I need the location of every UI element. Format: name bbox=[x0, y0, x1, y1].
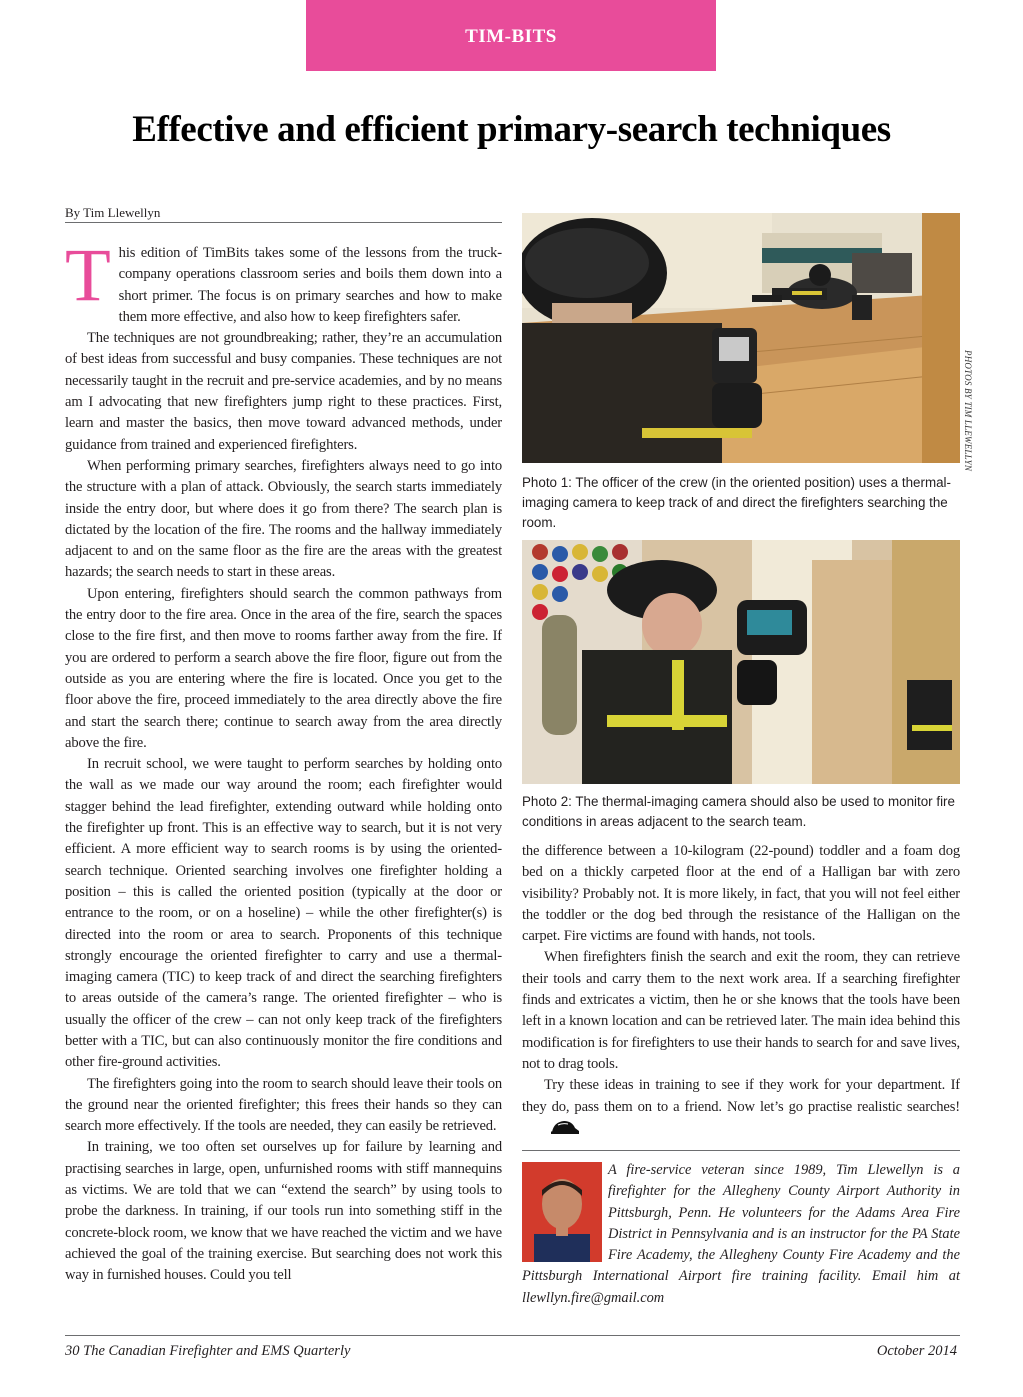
photo-2-caption: Photo 2: The thermal-imaging camera should also be used to monitor fire conditions in areas adjacent to the search team. bbox=[522, 794, 955, 829]
article-headline: Effective and efficient primary-search techniques bbox=[132, 109, 891, 150]
paragraph: Try these ideas in training to see if they work for your department. If they do, pass them on to a friend. Now let’s go practise realistic searches! bbox=[522, 1075, 960, 1141]
paragraph: When firefighters finish the search and exit the room, they can retrieve their tools and carry them to the next work area. If a searching firefighter finds and extricates a victim, then he or she knows that the tools have been left in a known location and can be retrieved later. The main idea behind this modification is for firefighters to use their hands to search for and save lives, not to drag tools. bbox=[522, 949, 960, 1072]
paragraph: The techniques are not groundbreaking; rather, they’re an accumulation of best ideas from successful and busy companies. These techniques are not necessarily taught in the recruit and pre-service academies, and by no means am I advocating that new firefighters jump right to these practices. First, learn and master the basics, then move toward advanced methods, under guidance from trained and experienced firefighters. bbox=[65, 330, 502, 453]
author-bio: A fire-service veteran since 1989, Tim Llewellyn is a firefighter for the Allegheny County Airport Authority in Pittsburgh, Penn. He volunteers for the Adams Area Fire District in Pennsylvania and is an instructor for the PA State Fire Academy, the Allegheny County Fire Academy and the Pittsburgh International Airport fire training facility. Email him at llewllyn.fire@gmail.com bbox=[522, 1162, 960, 1306]
photo-1-caption: Photo 1: The officer of the crew (in the oriented position) uses a thermal-imaging camera to keep track of and direct the firefighters searching the room. bbox=[522, 475, 951, 530]
photo-1 bbox=[522, 213, 960, 463]
footer-rule bbox=[65, 1335, 960, 1336]
footer-date: October 2014 bbox=[876, 1343, 957, 1359]
paragraph: In recruit school, we were taught to perform searches by holding onto the wall as we made our way around the room; each firefighter would stagger behind the lead firefighter, extending outward while holding onto the firefighter up front. This is an effective way to search, but it is not very efficient. A more efficient way to search rooms is by using the oriented-search technique. Oriented searching involves one firefighter holding a position – this is called the oriented position (typically at the door or entrance to the room, or on a hoseline) – while the other firefighter(s) is directed into the room or area to search. Proponents of this technique strongly encourage the oriented firefighter to carry and use a thermal-imaging camera (TIC) to keep track of and direct the searching firefighters to areas outside of the camera’s range. The oriented firefighter – who is usually the officer of the crew – can not only keep track of the firefighters better with a TIC, but can also continuously monitor the fire conditions and other fire-ground activities. bbox=[65, 756, 502, 1071]
paragraph: In training, we too often set ourselves up for failure by learning and practising searches in large, open, unfurnished rooms with stiff mannequins as victims. We are told that we can “extend the search” by using tools to probe the darkness. In training, if our tools run into something stiff in the concrete-block room, we know that we have reached the victim and we have achieved the goal of the training exercise. But searching does not work this way in furnished houses. Could you tell bbox=[65, 1139, 502, 1284]
paragraph: Upon entering, firefighters should search the common pathways from the entry door to the fire area. Once in the area of the fire, search the spaces close to the fire first, and then move to rooms farther away from the fire. If you are ordered to perform a search above the fire floor, figure out from the outside as you are entering where the fire is located. Once you get to the floor above the fire, proceed immediately to the area directly above the fire and start the search there; continue to search away from the area directly above the fire. bbox=[65, 585, 502, 751]
bio-rule bbox=[522, 1150, 960, 1151]
byline: By Tim Llewellyn bbox=[65, 205, 161, 220]
section-tab bbox=[306, 0, 716, 71]
paragraph: The firefighters going into the room to search should leave their tools on the ground near the oriented firefighter; this frees their hands so they can search more effectively. If the tools are needed, they can easily be retrieved. bbox=[65, 1075, 502, 1135]
author-photo bbox=[522, 1162, 602, 1262]
left-column bbox=[65, 243, 502, 1311]
photo-2 bbox=[522, 540, 960, 784]
paragraph: When performing primary searches, firefighters always need to go into the structure with a plan of attack. Obviously, the search starts immediately inside the entry door, but where does it go from there? The search plan is dictated by the location of the fire. The rooms and the hallway immediately adjacent to and on the same floor as the fire are the areas with the greatest hazards; the search needs to start in these areas. bbox=[65, 457, 502, 581]
photo-credit: PHOTOS BY TIM LLEWELLYN bbox=[963, 350, 973, 472]
section-label: TIM-BITS bbox=[465, 26, 557, 47]
firefighter-helmet-icon bbox=[528, 1119, 580, 1141]
footer-publication: 30 The Canadian Firefighter and EMS Quarterly bbox=[65, 1343, 351, 1359]
paragraph: the difference between a 10-kilogram (22-pound) toddler and a foam dog bed on a thickly carpeted floor at the end of a Halligan bar with zero visibility? Probably not. It is more likely, in fact, that you will not feel either the toddler or the dog bed through the resistance of the Halligan on the carpet. Fire victims are found with hands, not tools. bbox=[522, 843, 960, 945]
drop-cap: T bbox=[65, 243, 111, 317]
right-column bbox=[522, 841, 960, 1141]
paragraph: This edition of TimBits takes some of the lessons from the truck-company operations classroom series and boils them down into a short primer. The focus is on primary searches and how to make them more effective, and also how to keep firefighters safer. bbox=[65, 243, 502, 325]
byline-rule bbox=[65, 222, 502, 223]
